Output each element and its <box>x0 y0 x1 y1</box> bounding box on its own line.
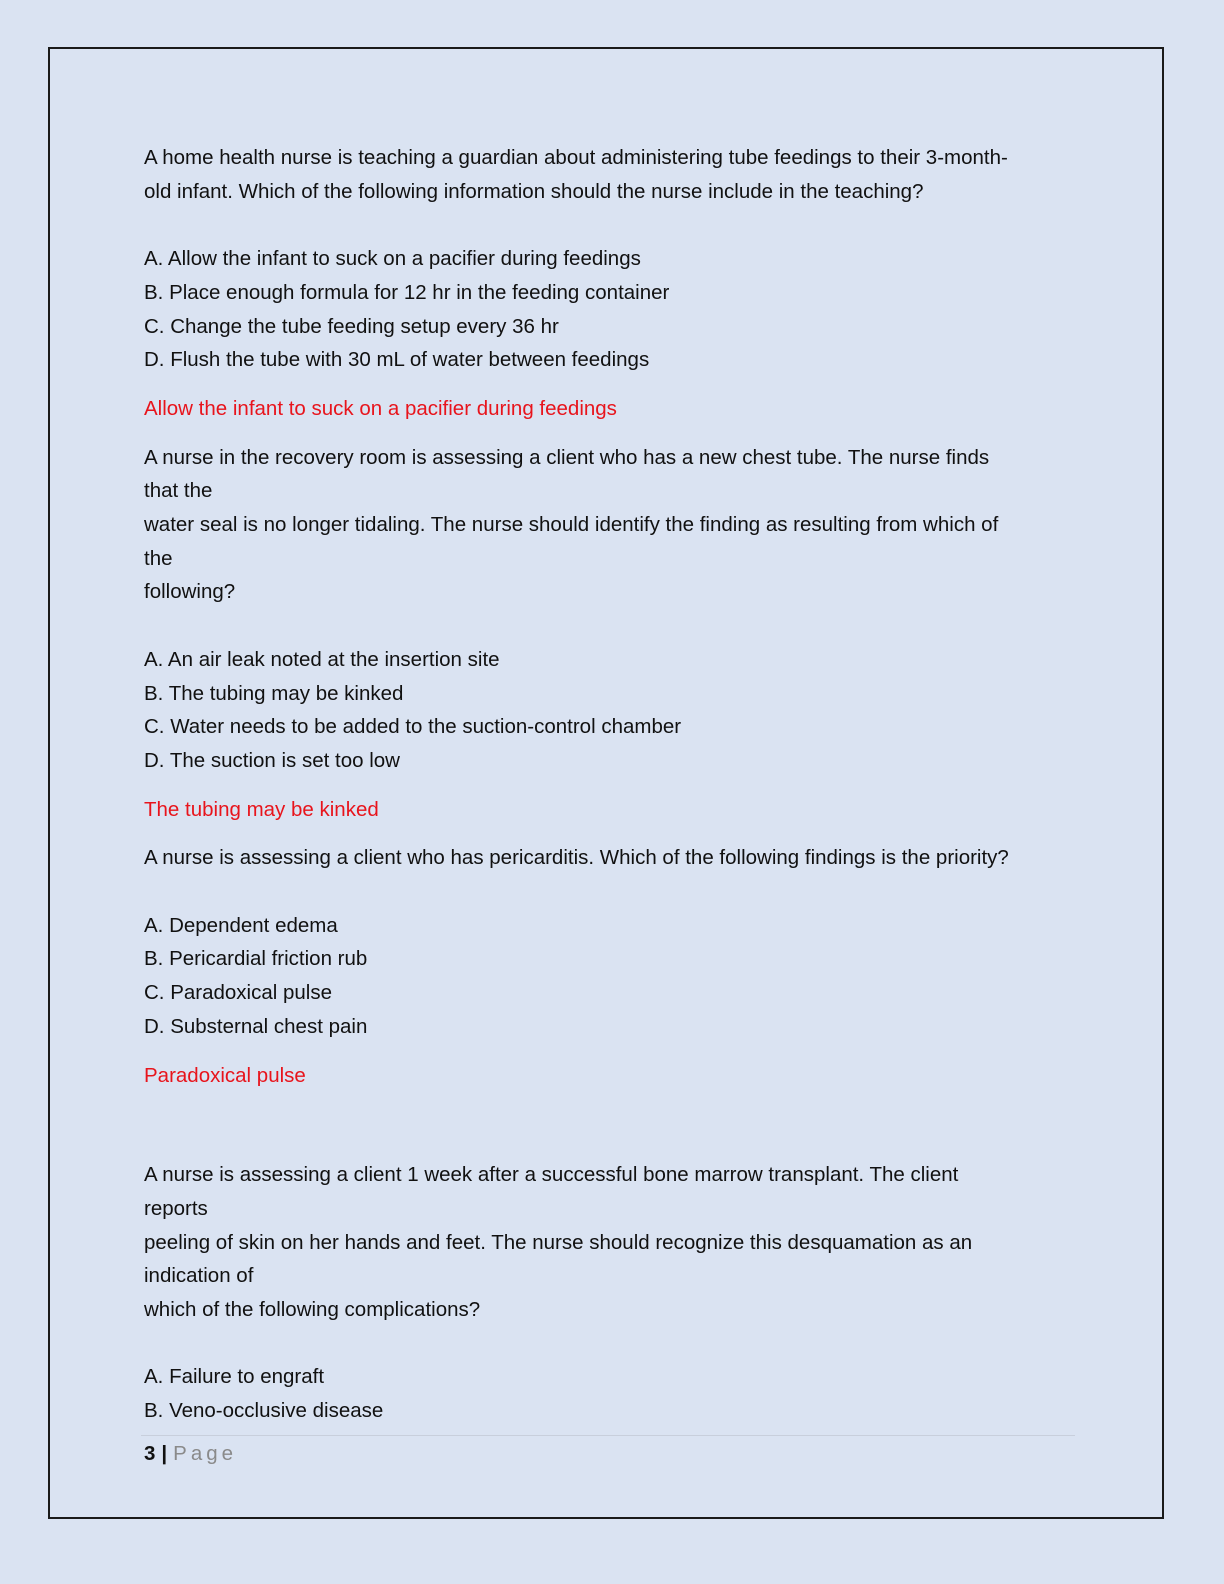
question-1 <box>144 141 1084 426</box>
option-c: C. Water needs to be added to the suction-control chamber <box>144 715 682 739</box>
question-stem-line: A nurse is assessing a client who has pericarditis. Which of the following findings is the priority? <box>144 846 1009 870</box>
option-a: A. Dependent edema <box>144 913 338 937</box>
option-c: C. Paradoxical pulse <box>144 981 333 1005</box>
question-stem-line: water seal is no longer tidaling. The nurse should identify the finding as resulting from which of <box>144 513 999 537</box>
correct-answer: Allow the infant to suck on a pacifier during feedings <box>144 396 617 420</box>
question-stem-line: that the <box>144 479 213 503</box>
option-d: D. Flush the tube with 30 mL of water between feedings <box>144 348 650 372</box>
page-content <box>144 141 1084 1428</box>
question-stem-line: following? <box>144 580 236 604</box>
page-number: 3 <box>144 1442 156 1465</box>
option-b: B. The tubing may be kinked <box>144 681 404 705</box>
page-label: Page <box>173 1442 238 1465</box>
option-a: A. Failure to engraft <box>144 1365 325 1389</box>
correct-answer: Paradoxical pulse <box>144 1063 306 1087</box>
option-d: D. The suction is set too low <box>144 748 400 772</box>
option-b: B. Place enough formula for 12 hr in the feeding container <box>144 280 670 304</box>
question-stem-line: indication of <box>144 1264 254 1288</box>
question-2 <box>144 441 1084 827</box>
option-a: A. Allow the infant to suck on a pacifier during feedings <box>144 247 641 271</box>
option-c: C. Change the tube feeding setup every 36 hr <box>144 314 559 338</box>
question-stem-line: A nurse is assessing a client 1 week after a successful bone marrow transplant. The client <box>144 1163 959 1187</box>
footer-separator: | <box>161 1442 168 1465</box>
question-3 <box>144 841 1084 1092</box>
option-a: A. An air leak noted at the insertion site <box>144 647 500 671</box>
page-footer <box>144 1440 237 1468</box>
question-stem-line: reports <box>144 1196 208 1220</box>
question-stem-line: A nurse in the recovery room is assessing a client who has a new chest tube. The nurse finds <box>144 445 990 469</box>
question-stem-line: A home health nurse is teaching a guardian about administering tube feedings to their 3-month- <box>144 146 1008 169</box>
question-4 <box>144 1158 1084 1428</box>
option-b: B. Veno-occlusive disease <box>144 1399 384 1423</box>
option-b: B. Pericardial friction rub <box>144 947 368 971</box>
question-stem-line: old infant. Which of the following information should the nurse include in the teaching? <box>144 179 924 203</box>
question-stem-line: which of the following complications? <box>144 1298 481 1322</box>
correct-answer: The tubing may be kinked <box>144 797 379 821</box>
footer-divider <box>141 1435 1075 1436</box>
question-stem-line: the <box>144 546 173 570</box>
question-stem-line: peeling of skin on her hands and feet. The nurse should recognize this desquamation as an <box>144 1230 973 1254</box>
option-d: D. Substernal chest pain <box>144 1014 368 1038</box>
